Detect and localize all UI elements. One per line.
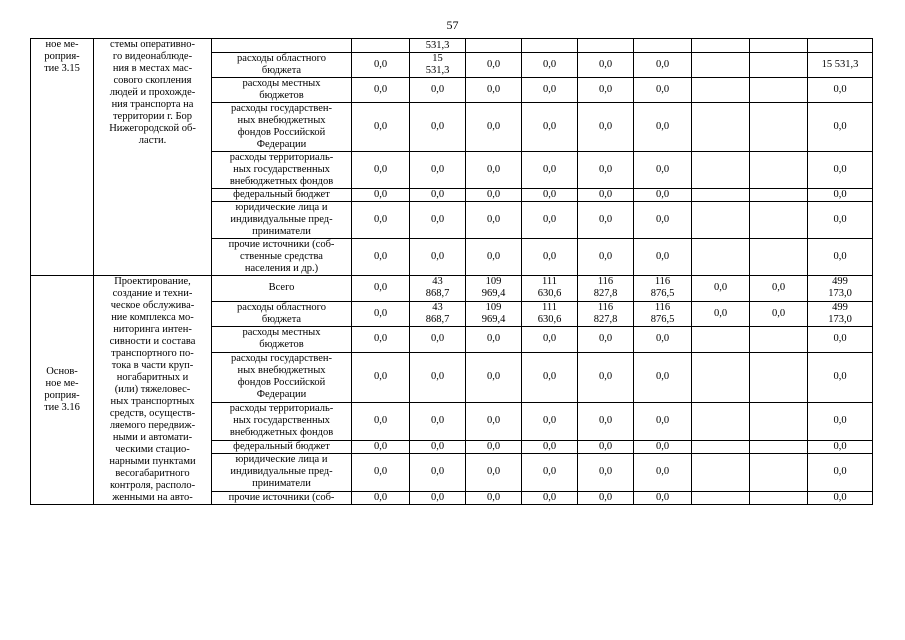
value-cell: 0,0 [352, 189, 410, 202]
value-cell: 116 827,8 [578, 301, 634, 327]
value-cell [692, 189, 750, 202]
activity-description: стемы оперативно- го видеонаблюде- ния в местах мас- сового скопления людей и прохожде- ния транспорта на территории г. Бор Нижегородской об- ласти. [94, 39, 212, 276]
value-cell: 0,0 [634, 440, 692, 453]
value-cell: 0,0 [578, 327, 634, 353]
value-cell [578, 39, 634, 53]
value-cell: 0,0 [578, 440, 634, 453]
value-cell: 0,0 [466, 152, 522, 189]
value-cell [692, 152, 750, 189]
table-row [31, 39, 873, 53]
value-cell: 0,0 [578, 402, 634, 440]
value-cell: 0,0 [352, 491, 410, 504]
value-cell: 109 969,4 [466, 276, 522, 302]
value-cell: 43 868,7 [410, 276, 466, 302]
funding-source: прочие источники (соб- [212, 491, 352, 504]
value-cell: 116 876,5 [634, 276, 692, 302]
value-cell: 531,3 [410, 39, 466, 53]
value-cell: 0,0 [352, 276, 410, 302]
page-number: 57 [446, 18, 459, 32]
value-cell [750, 327, 808, 353]
value-cell [466, 39, 522, 53]
value-cell: 0,0 [466, 402, 522, 440]
funding-source: расходы областного бюджета [212, 301, 352, 327]
funding-source: расходы территориаль- ных государственных внебюджетных фондов [212, 152, 352, 189]
value-cell: 0,0 [410, 440, 466, 453]
value-cell: 0,0 [522, 327, 578, 353]
value-cell: 0,0 [634, 352, 692, 402]
value-cell: 0,0 [466, 453, 522, 491]
value-cell: 0,0 [466, 239, 522, 276]
value-cell: 0,0 [808, 491, 873, 504]
value-cell: 0,0 [410, 491, 466, 504]
value-cell [692, 103, 750, 152]
value-cell: 0,0 [578, 239, 634, 276]
value-cell: 0,0 [634, 152, 692, 189]
value-cell [522, 39, 578, 53]
value-cell: 0,0 [634, 402, 692, 440]
value-cell: 0,0 [578, 352, 634, 402]
value-cell: 0,0 [634, 53, 692, 78]
funding-source: юридические лица и индивидуальные пред- приниматели [212, 453, 352, 491]
value-cell: 111 630,6 [522, 276, 578, 302]
value-cell: 0,0 [466, 327, 522, 353]
value-cell: 0,0 [466, 440, 522, 453]
value-cell: 0,0 [522, 189, 578, 202]
value-cell: 0,0 [352, 453, 410, 491]
value-cell: 0,0 [352, 202, 410, 239]
value-cell: 0,0 [578, 53, 634, 78]
value-cell [692, 78, 750, 103]
value-cell: 0,0 [522, 402, 578, 440]
value-cell: 0,0 [750, 301, 808, 327]
value-cell [692, 352, 750, 402]
value-cell: 0,0 [808, 103, 873, 152]
value-cell: 0,0 [578, 202, 634, 239]
value-cell: 0,0 [578, 453, 634, 491]
value-cell: 499 173,0 [808, 276, 873, 302]
value-cell [750, 440, 808, 453]
value-cell: 499 173,0 [808, 301, 873, 327]
value-cell: 0,0 [352, 103, 410, 152]
value-cell: 0,0 [466, 491, 522, 504]
row-label: ное ме- роприя- тие 3.15 [31, 39, 94, 276]
value-cell [692, 402, 750, 440]
value-cell [750, 402, 808, 440]
funding-source: расходы областного бюджета [212, 53, 352, 78]
value-cell: 0,0 [808, 239, 873, 276]
table-body [31, 39, 873, 505]
value-cell [750, 78, 808, 103]
value-cell: 0,0 [352, 152, 410, 189]
value-cell [692, 327, 750, 353]
value-cell: 0,0 [522, 453, 578, 491]
funding-source: федеральный бюджет [212, 189, 352, 202]
value-cell: 0,0 [352, 440, 410, 453]
value-cell [750, 352, 808, 402]
value-cell [692, 239, 750, 276]
value-cell: 0,0 [466, 352, 522, 402]
value-cell: 0,0 [410, 402, 466, 440]
value-cell: 0,0 [808, 453, 873, 491]
value-cell [750, 202, 808, 239]
value-cell: 0,0 [808, 440, 873, 453]
funding-table [30, 38, 873, 505]
value-cell: 15 531,3 [808, 53, 873, 78]
value-cell: 0,0 [352, 402, 410, 440]
funding-source: расходы государствен- ных внебюджетных фондов Российской Федерации [212, 352, 352, 402]
source-cell [212, 39, 352, 53]
value-cell: 0,0 [522, 78, 578, 103]
value-cell: 0,0 [634, 491, 692, 504]
value-cell: 0,0 [808, 189, 873, 202]
value-cell: 0,0 [522, 53, 578, 78]
value-cell: 0,0 [410, 327, 466, 353]
value-cell: 0,0 [352, 239, 410, 276]
value-cell: 0,0 [410, 352, 466, 402]
value-cell: 15 531,3 [410, 53, 466, 78]
value-cell: 0,0 [634, 78, 692, 103]
value-cell: 0,0 [634, 453, 692, 491]
value-cell: 109 969,4 [466, 301, 522, 327]
value-cell [692, 453, 750, 491]
value-cell: 116 876,5 [634, 301, 692, 327]
value-cell [692, 491, 750, 504]
value-cell: 0,0 [410, 453, 466, 491]
value-cell: 0,0 [578, 491, 634, 504]
value-cell: 0,0 [352, 301, 410, 327]
value-cell: 0,0 [410, 78, 466, 103]
value-cell: 0,0 [410, 152, 466, 189]
value-cell [692, 202, 750, 239]
value-cell: 0,0 [410, 189, 466, 202]
value-cell: 0,0 [808, 78, 873, 103]
table-row [31, 276, 873, 302]
value-cell: 0,0 [634, 202, 692, 239]
value-cell [750, 152, 808, 189]
funding-source: расходы местных бюджетов [212, 78, 352, 103]
value-cell: 0,0 [522, 352, 578, 402]
value-cell: 0,0 [466, 53, 522, 78]
value-cell: 0,0 [692, 301, 750, 327]
value-cell [750, 491, 808, 504]
value-cell: 0,0 [466, 103, 522, 152]
value-cell: 0,0 [578, 103, 634, 152]
value-cell: 0,0 [634, 103, 692, 152]
value-cell: 43 868,7 [410, 301, 466, 327]
value-cell: 0,0 [522, 103, 578, 152]
funding-source: расходы местных бюджетов [212, 327, 352, 353]
value-cell [692, 440, 750, 453]
value-cell [692, 39, 750, 53]
funding-source: юридические лица и индивидуальные пред- приниматели [212, 202, 352, 239]
value-cell: 0,0 [410, 103, 466, 152]
value-cell: 0,0 [578, 78, 634, 103]
value-cell: 0,0 [352, 53, 410, 78]
value-cell [634, 39, 692, 53]
value-cell: 0,0 [750, 276, 808, 302]
value-cell: 0,0 [808, 152, 873, 189]
value-cell: 0,0 [352, 327, 410, 353]
value-cell [750, 239, 808, 276]
value-cell [750, 453, 808, 491]
funding-source: расходы государствен- ных внебюджетных фондов Российской Федерации [212, 103, 352, 152]
value-cell: 0,0 [466, 202, 522, 239]
value-cell: 0,0 [808, 202, 873, 239]
value-cell: 0,0 [634, 239, 692, 276]
value-cell: 111 630,6 [522, 301, 578, 327]
row-label: Основ- ное ме- роприя- тие 3.16 [31, 276, 94, 505]
value-cell: 0,0 [808, 402, 873, 440]
value-cell [692, 53, 750, 78]
value-cell [808, 39, 873, 53]
value-cell: 0,0 [522, 440, 578, 453]
value-cell [352, 39, 410, 53]
value-cell: 0,0 [808, 352, 873, 402]
value-cell: 0,0 [634, 327, 692, 353]
value-cell: 0,0 [808, 327, 873, 353]
value-cell: 0,0 [578, 152, 634, 189]
value-cell [750, 39, 808, 53]
value-cell: 0,0 [522, 491, 578, 504]
value-cell: 0,0 [352, 352, 410, 402]
value-cell: 0,0 [692, 276, 750, 302]
value-cell: 0,0 [522, 239, 578, 276]
value-cell: 0,0 [634, 189, 692, 202]
value-cell: 0,0 [466, 78, 522, 103]
funding-source: прочие источники (соб- ственные средства населения и др.) [212, 239, 352, 276]
value-cell: 0,0 [522, 202, 578, 239]
value-cell [750, 53, 808, 78]
funding-source: расходы территориаль- ных государственных внебюджетных фондов [212, 402, 352, 440]
funding-source: федеральный бюджет [212, 440, 352, 453]
value-cell [750, 103, 808, 152]
value-cell: 0,0 [410, 202, 466, 239]
value-cell: 0,0 [578, 189, 634, 202]
value-cell: 0,0 [466, 189, 522, 202]
value-cell: 116 827,8 [578, 276, 634, 302]
value-cell: 0,0 [410, 239, 466, 276]
value-cell [750, 189, 808, 202]
funding-source: Всего [212, 276, 352, 302]
value-cell: 0,0 [522, 152, 578, 189]
activity-description: Проектирование, создание и техни- ческое обслужива- ние комплекса мо- ниторинга интен- сивности и состава транспортного по- тока в части круп- ногабаритных и (или) тяжеловес- ных транспортных средств, осуществ- ляемого передвиж- ными и автомати- ческими стацио- нарными пунктами весогабаритного контроля, располо- женными на авто- [94, 276, 212, 505]
value-cell: 0,0 [352, 78, 410, 103]
